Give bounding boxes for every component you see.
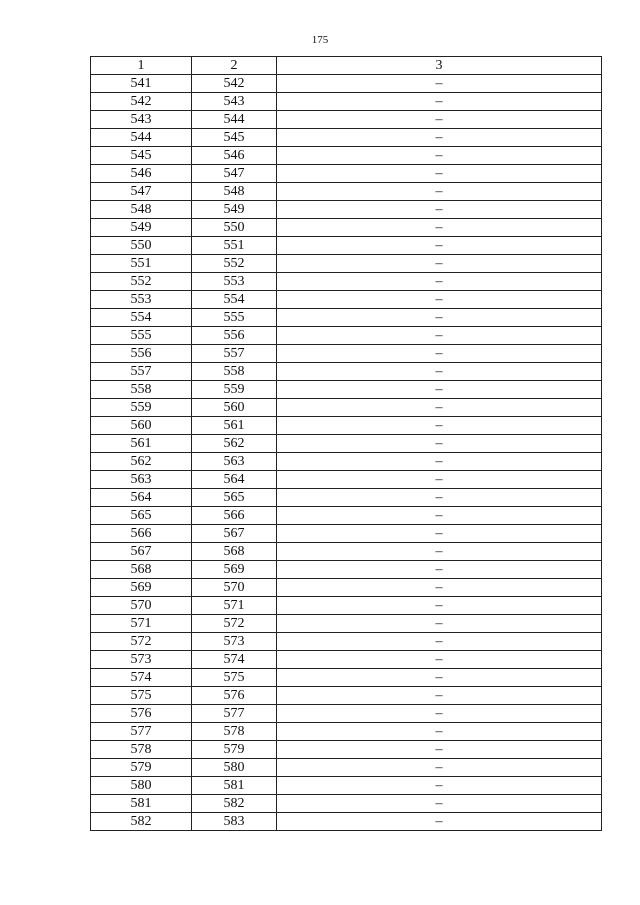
table-row: [91, 219, 602, 237]
table-row: [91, 111, 602, 129]
table-row: [91, 561, 602, 579]
table-cell-col-1: 564: [91, 489, 192, 507]
table-cell-col-2: 553: [192, 273, 277, 291]
table-row: [91, 273, 602, 291]
table-cell-col-1: 551: [91, 255, 192, 273]
table-cell-col-3: –: [277, 75, 602, 93]
table-cell-col-3: –: [277, 651, 602, 669]
table-cell-col-2: 552: [192, 255, 277, 273]
table-cell-col-3: –: [277, 165, 602, 183]
table-row: [91, 633, 602, 651]
table-cell-col-3: –: [277, 507, 602, 525]
table-row: [91, 597, 602, 615]
table-cell-col-2: 578: [192, 723, 277, 741]
table-cell-col-3: –: [277, 273, 602, 291]
table-cell-col-1: 581: [91, 795, 192, 813]
table-cell-col-2: 579: [192, 741, 277, 759]
table-row: [91, 399, 602, 417]
table-cell-col-1: 579: [91, 759, 192, 777]
table-header: [91, 57, 602, 75]
table-cell-col-2: 562: [192, 435, 277, 453]
column-header-3: 3: [277, 57, 602, 75]
column-header-2: 2: [192, 57, 277, 75]
table-cell-col-2: 542: [192, 75, 277, 93]
table-cell-col-1: 548: [91, 201, 192, 219]
table-row: [91, 795, 602, 813]
table-row: [91, 435, 602, 453]
table-cell-col-2: 566: [192, 507, 277, 525]
table-body: [91, 75, 602, 831]
table-cell-col-3: –: [277, 759, 602, 777]
table-cell-col-2: 555: [192, 309, 277, 327]
table-row: [91, 327, 602, 345]
table-row: [91, 309, 602, 327]
table-cell-col-2: 577: [192, 705, 277, 723]
table-cell-col-1: 568: [91, 561, 192, 579]
table-cell-col-2: 580: [192, 759, 277, 777]
table-cell-col-1: 549: [91, 219, 192, 237]
table-cell-col-2: 557: [192, 345, 277, 363]
table-cell-col-2: 564: [192, 471, 277, 489]
table-cell-col-1: 550: [91, 237, 192, 255]
table-cell-col-1: 563: [91, 471, 192, 489]
table-cell-col-2: 576: [192, 687, 277, 705]
table-cell-col-2: 544: [192, 111, 277, 129]
table-cell-col-3: –: [277, 237, 602, 255]
table-row: [91, 687, 602, 705]
table-cell-col-1: 571: [91, 615, 192, 633]
table-cell-col-1: 553: [91, 291, 192, 309]
table-cell-col-1: 578: [91, 741, 192, 759]
table-cell-col-2: 573: [192, 633, 277, 651]
table-cell-col-3: –: [277, 543, 602, 561]
table-row: [91, 417, 602, 435]
table-cell-col-3: –: [277, 345, 602, 363]
table-cell-col-2: 572: [192, 615, 277, 633]
table-row: [91, 615, 602, 633]
table-row: [91, 201, 602, 219]
table-cell-col-3: –: [277, 615, 602, 633]
table-row: [91, 129, 602, 147]
table-row: [91, 651, 602, 669]
table-cell-col-3: –: [277, 93, 602, 111]
data-table: [90, 56, 602, 831]
table-cell-col-3: –: [277, 471, 602, 489]
table-row: [91, 255, 602, 273]
table-cell-col-3: –: [277, 183, 602, 201]
table-cell-col-3: –: [277, 813, 602, 831]
table-cell-col-2: 550: [192, 219, 277, 237]
table-row: [91, 381, 602, 399]
table-cell-col-2: 571: [192, 597, 277, 615]
table-row: [91, 147, 602, 165]
table-cell-col-3: –: [277, 633, 602, 651]
table-cell-col-2: 551: [192, 237, 277, 255]
table-row: [91, 669, 602, 687]
table-cell-col-1: 556: [91, 345, 192, 363]
table-cell-col-1: 561: [91, 435, 192, 453]
table-cell-col-2: 549: [192, 201, 277, 219]
table-cell-col-2: 567: [192, 525, 277, 543]
table-cell-col-2: 559: [192, 381, 277, 399]
column-header-1: 1: [91, 57, 192, 75]
table-cell-col-3: –: [277, 291, 602, 309]
table-row: [91, 75, 602, 93]
table-cell-col-3: –: [277, 795, 602, 813]
table-cell-col-1: 566: [91, 525, 192, 543]
table-cell-col-1: 574: [91, 669, 192, 687]
table-cell-col-3: –: [277, 489, 602, 507]
table-cell-col-2: 563: [192, 453, 277, 471]
table-cell-col-1: 575: [91, 687, 192, 705]
table-cell-col-1: 572: [91, 633, 192, 651]
table-cell-col-2: 565: [192, 489, 277, 507]
table-cell-col-1: 569: [91, 579, 192, 597]
table-cell-col-2: 546: [192, 147, 277, 165]
table-cell-col-1: 543: [91, 111, 192, 129]
table-cell-col-2: 545: [192, 129, 277, 147]
table-cell-col-3: –: [277, 327, 602, 345]
table-row: [91, 237, 602, 255]
table-cell-col-3: –: [277, 687, 602, 705]
table-cell-col-3: –: [277, 597, 602, 615]
table-cell-col-1: 576: [91, 705, 192, 723]
table-cell-col-3: –: [277, 219, 602, 237]
table-cell-col-1: 577: [91, 723, 192, 741]
table-cell-col-3: –: [277, 399, 602, 417]
table-row: [91, 777, 602, 795]
table-cell-col-2: 574: [192, 651, 277, 669]
table-row: [91, 813, 602, 831]
table-cell-col-1: 545: [91, 147, 192, 165]
table-cell-col-2: 582: [192, 795, 277, 813]
table-cell-col-1: 541: [91, 75, 192, 93]
table-cell-col-1: 573: [91, 651, 192, 669]
table-cell-col-3: –: [277, 561, 602, 579]
table-row: [91, 525, 602, 543]
table-cell-col-3: –: [277, 669, 602, 687]
table-row: [91, 165, 602, 183]
table-cell-col-1: 560: [91, 417, 192, 435]
table-row: [91, 93, 602, 111]
table-cell-col-2: 570: [192, 579, 277, 597]
table-cell-col-1: 555: [91, 327, 192, 345]
table-row: [91, 507, 602, 525]
table-cell-col-2: 543: [192, 93, 277, 111]
table-cell-col-3: –: [277, 435, 602, 453]
table-cell-col-2: 558: [192, 363, 277, 381]
table-cell-col-2: 583: [192, 813, 277, 831]
table-cell-col-1: 562: [91, 453, 192, 471]
table-cell-col-3: –: [277, 147, 602, 165]
table-cell-col-1: 558: [91, 381, 192, 399]
table-cell-col-1: 544: [91, 129, 192, 147]
table-cell-col-3: –: [277, 525, 602, 543]
table-cell-col-3: –: [277, 129, 602, 147]
table-row: [91, 471, 602, 489]
table-cell-col-2: 554: [192, 291, 277, 309]
table-cell-col-3: –: [277, 417, 602, 435]
table-cell-col-2: 575: [192, 669, 277, 687]
table-cell-col-1: 547: [91, 183, 192, 201]
table-cell-col-1: 565: [91, 507, 192, 525]
table-row: [91, 345, 602, 363]
page-number: 175: [311, 34, 329, 46]
table-cell-col-3: –: [277, 723, 602, 741]
table-row: [91, 759, 602, 777]
table-cell-col-2: 568: [192, 543, 277, 561]
table-row: [91, 183, 602, 201]
table-cell-col-1: 542: [91, 93, 192, 111]
table-cell-col-2: 581: [192, 777, 277, 795]
table-row: [91, 453, 602, 471]
table-row: [91, 579, 602, 597]
table-cell-col-3: –: [277, 201, 602, 219]
table-row: [91, 363, 602, 381]
table-cell-col-2: 556: [192, 327, 277, 345]
table-cell-col-1: 567: [91, 543, 192, 561]
table-row: [91, 291, 602, 309]
table-cell-col-3: –: [277, 579, 602, 597]
table-cell-col-3: –: [277, 453, 602, 471]
header-row: [91, 57, 602, 75]
table-row: [91, 543, 602, 561]
table-cell-col-2: 548: [192, 183, 277, 201]
table-cell-col-3: –: [277, 381, 602, 399]
table-row: [91, 705, 602, 723]
table-cell-col-1: 557: [91, 363, 192, 381]
table-cell-col-3: –: [277, 363, 602, 381]
table-cell-col-1: 580: [91, 777, 192, 795]
table-cell-col-3: –: [277, 705, 602, 723]
table-cell-col-3: –: [277, 309, 602, 327]
table-cell-col-3: –: [277, 111, 602, 129]
table-cell-col-1: 582: [91, 813, 192, 831]
table-cell-col-1: 552: [91, 273, 192, 291]
table-cell-col-1: 559: [91, 399, 192, 417]
table-cell-col-1: 546: [91, 165, 192, 183]
table-cell-col-2: 569: [192, 561, 277, 579]
table-row: [91, 489, 602, 507]
table-cell-col-1: 554: [91, 309, 192, 327]
table-cell-col-3: –: [277, 777, 602, 795]
table-cell-col-2: 560: [192, 399, 277, 417]
table-row: [91, 723, 602, 741]
table-cell-col-3: –: [277, 255, 602, 273]
table-cell-col-2: 561: [192, 417, 277, 435]
table-cell-col-1: 570: [91, 597, 192, 615]
table-cell-col-3: –: [277, 741, 602, 759]
table-row: [91, 741, 602, 759]
table-cell-col-2: 547: [192, 165, 277, 183]
